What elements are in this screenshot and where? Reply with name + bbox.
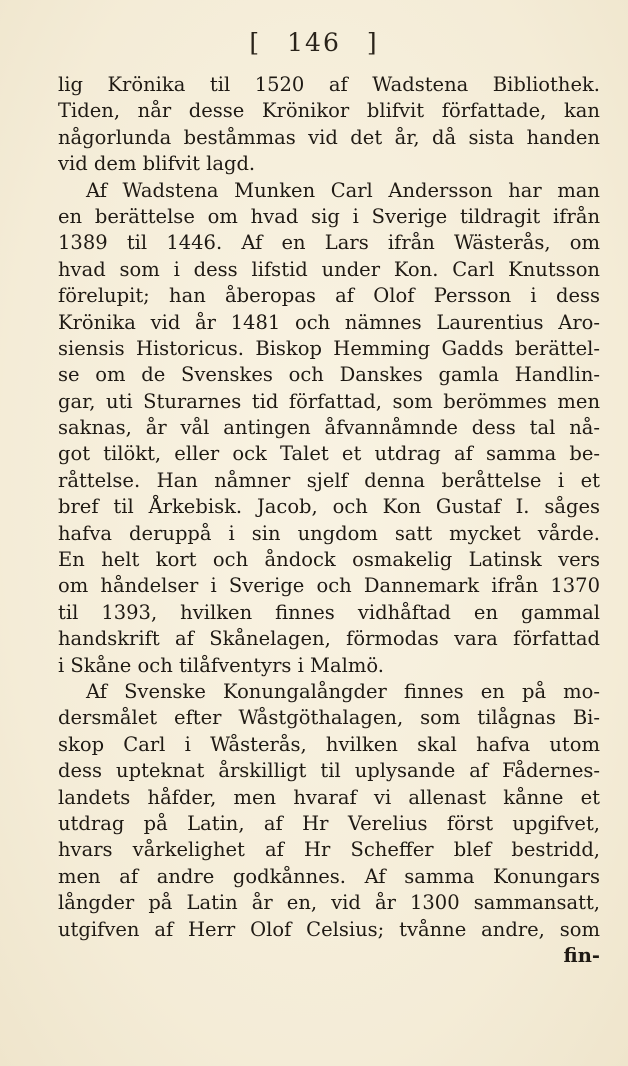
text-line: någorlunda beståmmas vid det år, då sista handen [58,125,600,149]
page-number: 146 [287,28,341,57]
text-line: Af Svenske Konungalångder finnes en på mo- [86,679,600,703]
text-line: Krönika vid år 1481 och nämnes Laurentius Aro- [58,310,600,334]
text-line: men af andre godkånnes. Af samma Konungars [58,864,600,888]
text-line: skop Carl i Wåsterås, hvilken skal hafva utom [58,732,600,756]
text-line: i Skåne och tilåfventyrs i Malmö. [58,653,384,677]
text-line: råttelse. Han nåmner sjelf denna beråttelse i et [58,468,600,492]
page-header [0,28,628,57]
text-line: siensis Historicus. Biskop Hemming Gadds berättel- [58,336,600,360]
text-line: dess upteknat årskilligt til uplysande af Fådernes- [58,759,600,783]
text-line: utdrag på Latin, af Hr Verelius först upgifvet, [58,811,600,835]
text-line: om håndelser i Sverige och Dannemark ifrån 1370 [58,574,600,598]
text-line: landets håfder, men hvaraf vi allenast kånne et [58,785,600,809]
bracket-close: ] [366,28,379,57]
text-line: lig Krönika til 1520 af Wadstena Bibliothek. [58,73,600,96]
text-line: långder på Latin år en, vid år 1300 sammansatt, [58,891,600,915]
text-line: Tiden, når desse Krönikor blifvit författade, kan [58,99,600,123]
text-line: En helt kort och åndock osmakelig Latinsk vers [58,548,600,572]
catchword: fin- [563,943,600,967]
bracket-open: [ [249,28,262,57]
text-line: utgifven af Herr Olof Celsius; tvånne andre, som [58,917,600,941]
text-line: bref til Årkebisk. Jacob, och Kon Gustaf I. såges [58,495,600,519]
text-line: hafva deruppå i sin ungdom satt mycket vårde. [58,521,600,545]
body-text [58,72,600,969]
text-line: 1389 til 1446. Af en Lars ifrån Wästerås, om [58,231,600,255]
text-line: se om de Svenskes och Danskes gamla Handlin- [58,363,600,387]
text-line: hvad som i dess lifstid under Kon. Carl Knutsson [58,257,600,281]
text-line: Af Wadstena Munken Carl Andersson har man [86,178,600,202]
text-line: hvars vårkelighet af Hr Scheffer blef bestridd, [58,838,600,862]
text-line: dersmålet efter Wåstgöthalagen, som tilågnas Bi- [58,706,600,730]
text-line: gar, uti Sturarnes tid författad, som berömmes men [58,389,600,413]
text-line: vid dem blifvit lagd. [58,152,256,176]
text-line: handskrift af Skånelagen, förmodas vara författad [58,627,600,651]
text-line: til 1393, hvilken finnes vidhåftad en gammal [58,600,600,624]
text-line: saknas, år vål antingen åfvannåmnde dess tal nå- [58,416,600,440]
text-line: förelupit; han åberopas af Olof Persson i dess [58,284,600,308]
text-line: en berättelse om hvad sig i Sverige tildragit ifrån [58,204,600,228]
text-line: got tilökt, eller ock Talet et utdrag af samma be- [58,442,600,466]
